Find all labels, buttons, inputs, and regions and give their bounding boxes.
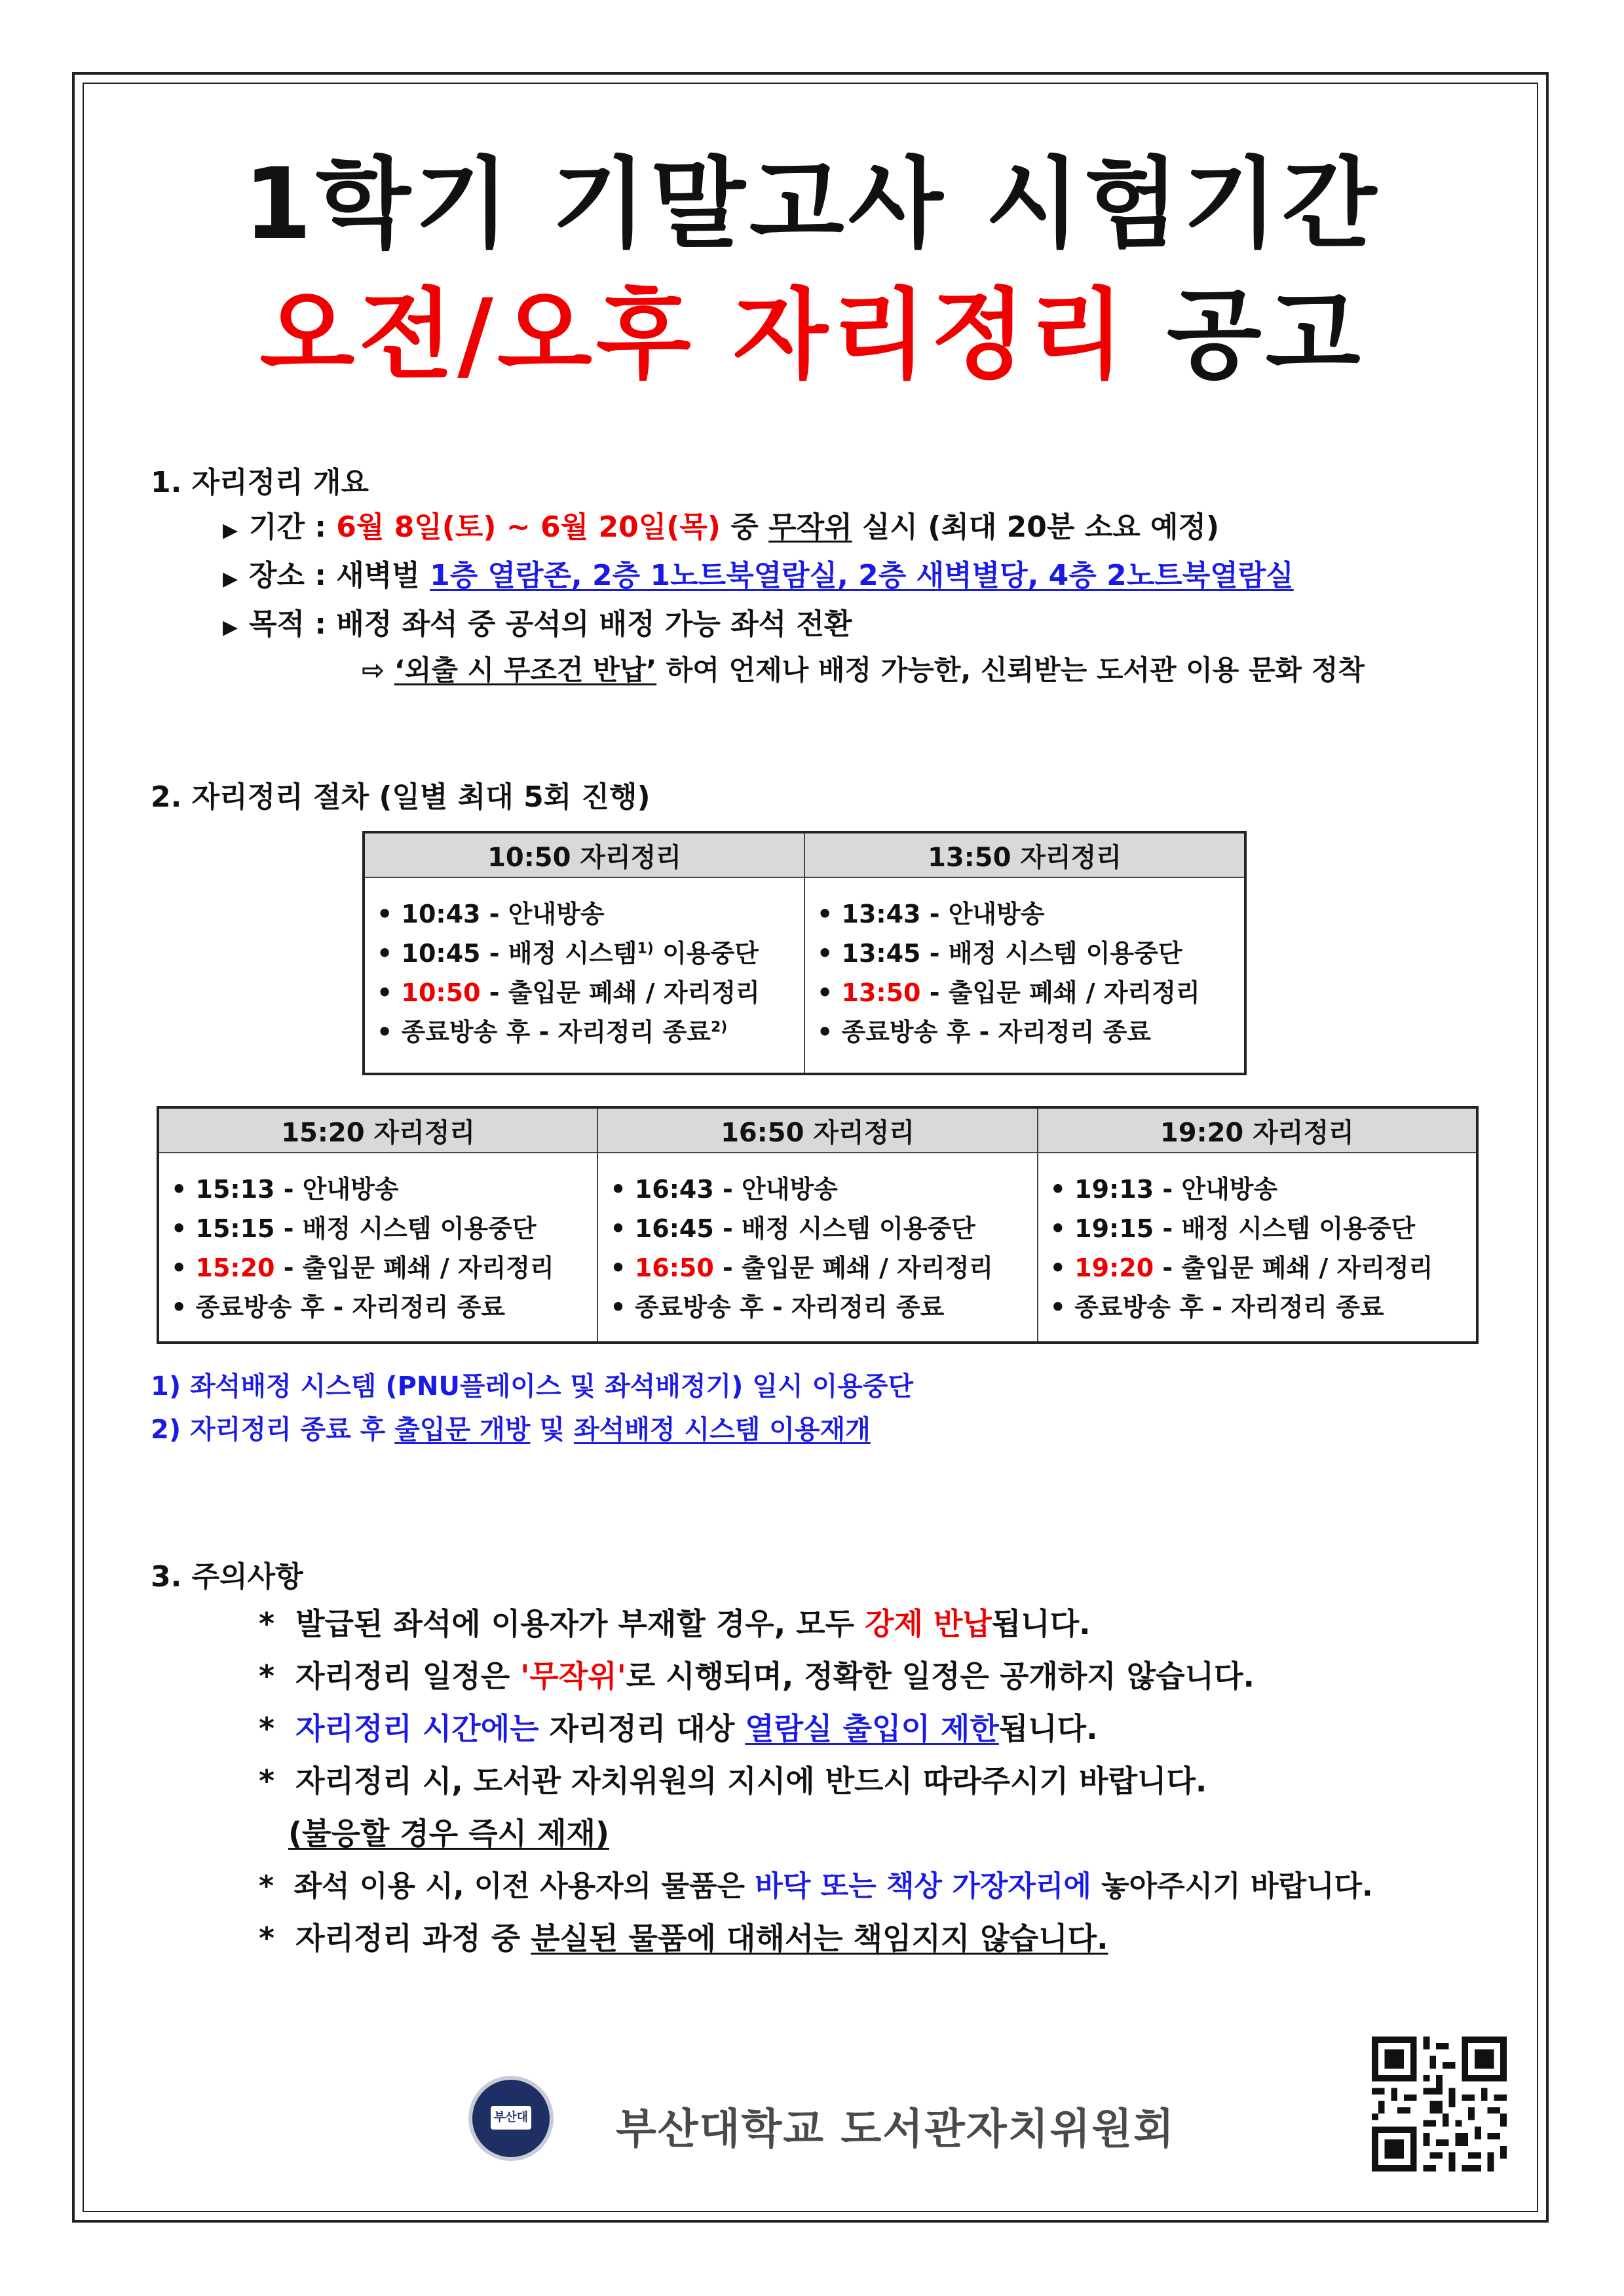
caution-item-sub: (불응할 경우 즉시 제재) (288, 1816, 610, 1851)
caution-item: * 자리정리 시, 도서관 자치위원의 지시에 반드시 따라주시기 바랍니다. (259, 1763, 1207, 1799)
section1-heading: 1. 자리정리 개요 (151, 466, 369, 499)
purpose-line: ▶ 목적 : 배정 좌석 중 공석의 배정 가능 좌석 전환 (223, 607, 852, 641)
footnote-2: 2) 자리정리 종료 후 출입문 개방 및 좌석배정 시스템 이용재개 (151, 1415, 871, 1445)
table-header: 15:20 자리정리 (158, 1107, 597, 1153)
triangle-icon: ▶ (223, 616, 238, 639)
organization-name: 부산대학교 도서관자치위원회 (616, 2105, 1175, 2154)
page-title-line2 (0, 256, 1624, 397)
purpose-quote: ‘외출 시 무조건 반납’ (394, 654, 657, 686)
section3-heading: 3. 주의사항 (151, 1560, 303, 1594)
caution-item: * 자리정리 과정 중 분실된 물품에 대해서는 책임지지 않습니다. (259, 1921, 1108, 1956)
title-highlight: 오전/오후 자리정리 (259, 278, 1129, 392)
qr-code-icon (1372, 2037, 1507, 2172)
purpose-detail-line: ⇨ ‘외출 시 무조건 반납’ 하여 언제나 배정 가능한, 신뢰받는 도서관 이용 문화 정착 (362, 654, 1365, 686)
period-line: ▶ 기간 : 6월 8일(토) ~ 6월 20일(목) 중 무작위 실시 (최대 20분 소요 예정) (223, 510, 1220, 544)
triangle-icon: ▶ (223, 567, 238, 590)
page-title-line1: 1학기 기말고사 시험기간 (243, 147, 1381, 261)
caution-item: * 자리정리 일정은 '무작위'로 시행되며, 정확한 일정은 공개하지 않습니다. (259, 1658, 1255, 1694)
schedule-cell: • 19:13 - 안내방송 • 19:15 - 배정 시스템 이용중단 • 19:20 - 출입문 폐쇄 / 자리정리 • 종료방송 후 - 자리정리 종료 (1038, 1153, 1477, 1343)
caution-item: * 좌석 이용 시, 이전 사용자의 물품은 바닥 또는 책상 가장자리에 놓아주시기 바랍니다. (259, 1869, 1373, 1903)
footnote-1: 1) 좌석배정 시스템 (PNU플레이스 및 좌석배정기) 일시 이용중단 (151, 1371, 914, 1402)
triangle-icon: ▶ (223, 519, 238, 542)
caution-item: * 자리정리 시간에는 자리정리 대상 열람실 출입이 제한됩니다. (259, 1711, 1098, 1746)
schedule-cell: • 10:43 - 안내방송 • 10:45 - 배정 시스템$^{1)}$ 이용중단 • 10:50 - 출입문 폐쇄 / 자리정리 • 종료방송 후 - 자리정리 종료$^{2)}$ (364, 877, 804, 1074)
schedule-cell: • 15:13 - 안내방송 • 15:15 - 배정 시스템 이용중단 • 15:20 - 출입문 폐쇄 / 자리정리 • 종료방송 후 - 자리정리 종료 (158, 1153, 597, 1343)
schedule-cell: • 13:43 - 안내방송 • 13:45 - 배정 시스템 이용중단 • 13:50 - 출입문 폐쇄 / 자리정리 • 종료방송 후 - 자리정리 종료 (804, 877, 1245, 1074)
table-header: 16:50 자리정리 (597, 1107, 1037, 1153)
place-value: 1층 열람존, 2층 1노트북열람실, 2층 새벽별당, 4층 2노트북열람실 (430, 559, 1294, 592)
schedule-cell: • 16:43 - 안내방송 • 16:45 - 배정 시스템 이용중단 • 16:50 - 출입문 폐쇄 / 자리정리 • 종료방송 후 - 자리정리 종료 (597, 1153, 1037, 1343)
period-value: 6월 8일(토) ~ 6월 20일(목) (336, 510, 721, 544)
table-header: 13:50 자리정리 (804, 832, 1245, 877)
place-line: ▶ 장소 : 새벽벌 1층 열람존, 2층 1노트북열람실, 2층 새벽별당, 4층 2노트북열람실 (223, 559, 1294, 592)
schedule-table-1 (362, 831, 1247, 1075)
table-header: 10:50 자리정리 (364, 832, 804, 877)
table-header: 19:20 자리정리 (1038, 1107, 1477, 1153)
title-suffix: 공고 (1166, 278, 1365, 392)
section2-heading: 2. 자리정리 절차 (일별 최대 5회 진행) (151, 780, 651, 814)
right-arrow-icon: ⇨ (362, 654, 385, 686)
schedule-table-2 (157, 1106, 1479, 1344)
random-word: 무작위 (768, 510, 852, 544)
caution-item: * 발급된 좌석에 이용자가 부재할 경우, 모두 강제 반납됩니다. (259, 1606, 1091, 1641)
organization-logo: 부산대 (468, 2076, 554, 2161)
